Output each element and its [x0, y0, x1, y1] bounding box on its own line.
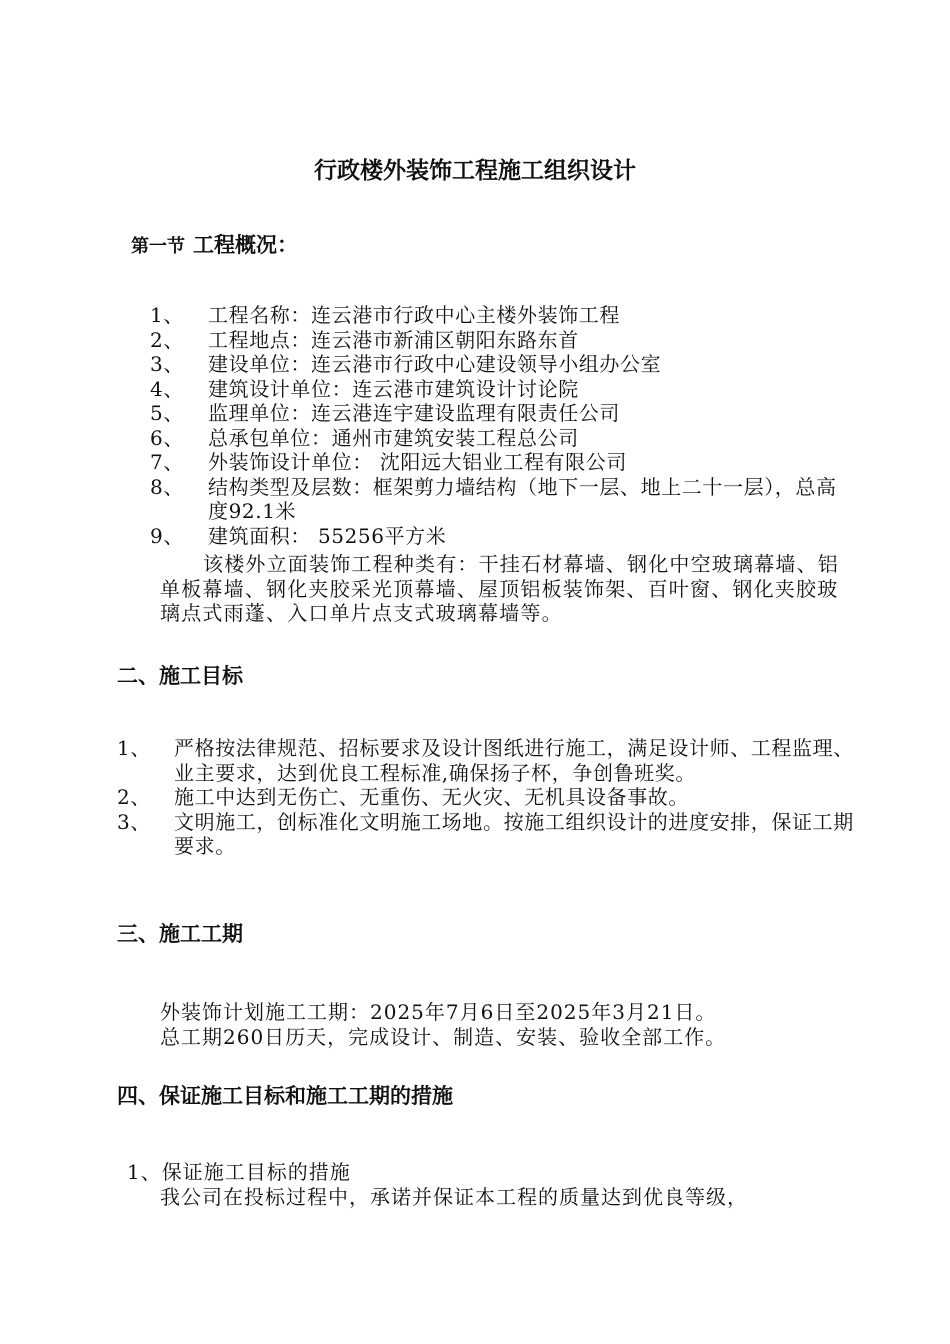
section1-heading: [131, 229, 298, 259]
list-item: 4、 建筑设计单位：连云港市建筑设计讨论院: [150, 376, 579, 401]
list-item: 5、 监理单位：连云港连宇建设监理有限责任公司: [150, 401, 620, 425]
list-item: 2、 施工中达到无伤亡、无重伤、无火灾、无机具设备事故。: [117, 785, 689, 809]
list-item: 3、 文明施工，创标准化文明施工场地。按施工组织设计的进度安排，保证工期要求。: [117, 809, 854, 858]
construction-goals-list: [0, 736, 950, 859]
list-item: 2、 工程地点：连云港市新浦区朝阳东路东首: [150, 327, 579, 352]
list-item: 1、 工程名称：连云港市行政中心主楼外装饰工程: [150, 303, 620, 327]
schedule-line-1: 外装饰计划施工工期：2025年7月6日至2025年3月21日。: [160, 1000, 717, 1024]
list-item: 9、 建筑面积： 55256平方米: [150, 523, 447, 548]
list-item: 1、 严格按法律规范、招标要求及设计图纸进行施工，满足设计师、工程监理、业主要求，达到优良工程标准,确保扬子杯，争创鲁班奖。: [117, 736, 854, 785]
list-item: 3、 建设单位：连云港市行政中心建设领导小组办公室: [150, 352, 662, 376]
section1-label: 第一节: [131, 236, 185, 257]
section2-title: 二、施工目标: [117, 664, 243, 688]
section4-paragraph-line: 我公司在投标过程中，承诺并保证本工程的质量达到优良等级，: [160, 1185, 748, 1209]
schedule-line-2: 总工期260日历天，完成设计、制造、安装、验收全部工作。: [160, 1025, 727, 1049]
section1-title: 工程概况：: [193, 233, 298, 257]
list-item: 6、 总承包单位：通州市建筑安装工程总公司: [150, 425, 579, 450]
list-item: 8、 结构类型及层数：框架剪力墙结构（地下一层、地上二十一层），总高度92.1米: [150, 474, 837, 523]
overview-paragraph: 该楼外立面装饰工程种类有：干挂石材幕墙、钢化中空玻璃幕墙、铝单板幕墙、钢化夹胶采光顶幕墙、屋顶铝板装饰架、百叶窗、钢化夹胶玻璃点式雨蓬、入口单片点支式玻璃幕墙等。: [160, 552, 839, 625]
project-overview-list: [0, 303, 950, 548]
list-item: 7、 外装饰设计单位： 沈阳远大铝业工程有限公司: [150, 450, 627, 474]
section4-subheading: 1、保证施工目标的措施: [127, 1160, 351, 1184]
section3-title: 三、施工工期: [117, 922, 243, 946]
section4-title: 四、保证施工目标和施工工期的措施: [117, 1084, 453, 1108]
document-title: 行政楼外装饰工程施工组织设计: [314, 158, 636, 184]
